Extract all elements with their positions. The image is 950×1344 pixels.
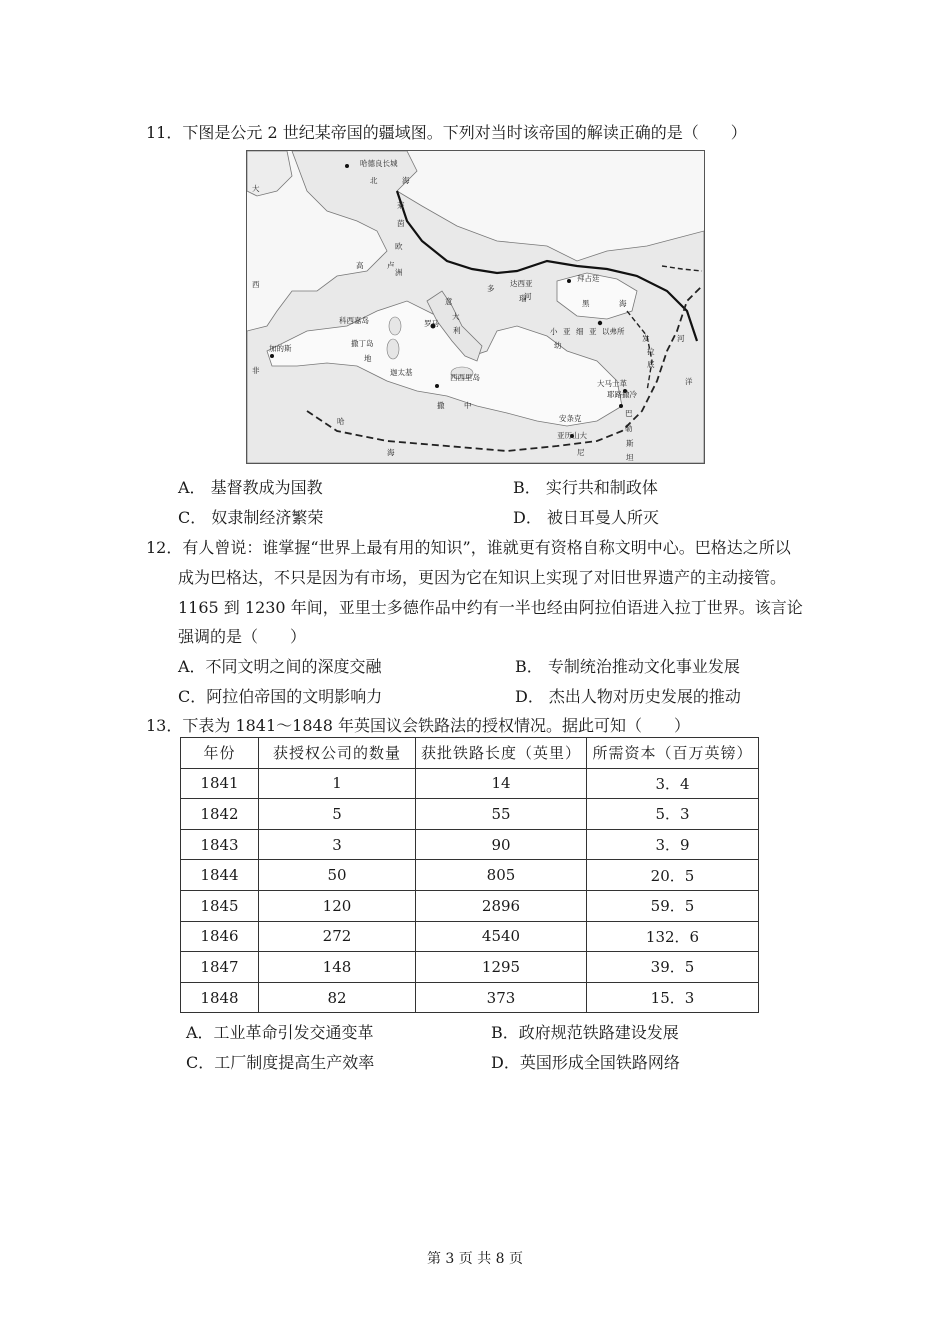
q12-option-b: B． 专制统治推动文化事业发展 xyxy=(515,657,740,676)
cell-capital: 3．4 xyxy=(587,768,759,799)
map-label: 安条克 xyxy=(559,414,582,423)
q11-stem: 11．下图是公元 2 世纪某帝国的疆域图。下列对当时该帝国的解读正确的是（ ） xyxy=(146,123,747,142)
map-label: 黑 xyxy=(582,299,590,308)
cell-companies: 50 xyxy=(259,860,416,891)
map-label: 海 xyxy=(387,448,395,457)
cell-length: 14 xyxy=(416,768,587,799)
map-label: 斯 xyxy=(626,439,634,448)
q13-option-a: A．工业革命引发交通变革 xyxy=(186,1023,374,1042)
cell-year: 1843 xyxy=(181,829,259,860)
header-length: 获批铁路长度（英里） xyxy=(416,738,587,769)
cell-year: 1842 xyxy=(181,799,259,830)
cell-capital: 132．6 xyxy=(587,921,759,952)
q12-stem-line-2: 成为巴格达，不只是因为有市场，更因为它在知识上实现了对旧世界遗产的主动接管。 xyxy=(178,568,787,587)
q11-option-a: A． 基督教成为国教 xyxy=(178,478,323,497)
cell-length: 2896 xyxy=(416,890,587,921)
q13-option-b: B．政府规范铁路建设发展 xyxy=(491,1023,679,1042)
q11-option-d: D． 被日耳曼人所灭 xyxy=(513,508,659,527)
map-label: 达西亚 xyxy=(510,279,533,288)
map-label: 大 xyxy=(252,184,260,193)
map-label: 瑙 xyxy=(519,294,527,303)
table-row xyxy=(181,952,759,983)
map-label: 非 xyxy=(252,366,260,375)
map-label: 北 xyxy=(370,176,378,185)
cell-companies: 148 xyxy=(259,952,416,983)
map-label: 以弗所 xyxy=(602,327,625,336)
map-label: 哈德良长城 xyxy=(360,159,398,168)
cell-capital: 59．5 xyxy=(587,890,759,921)
map-label: 茵 xyxy=(397,219,405,228)
map-label: 小 xyxy=(550,327,558,336)
map-label: 勒 xyxy=(625,424,633,433)
map-label: 大马士革 xyxy=(597,379,627,388)
map-label: 洋 xyxy=(685,377,693,386)
map-label: 海 xyxy=(402,176,410,185)
q13-option-d: D．英国形成全国铁路网络 xyxy=(491,1053,680,1072)
q13-stem: 13．下表为 1841～1848 年英国议会铁路法的授权情况。据此可知（ ） xyxy=(146,716,690,735)
map-label: 河 xyxy=(524,292,532,301)
map-label: 海 xyxy=(619,299,627,308)
cell-companies: 5 xyxy=(259,799,416,830)
q12-stem-line-4: 强调的是（ ） xyxy=(178,627,307,646)
map-label: 亚 xyxy=(589,327,597,336)
map-label: 高 xyxy=(356,261,364,270)
map-label: 科西嘉岛 xyxy=(339,316,369,325)
map-label: 加的斯 xyxy=(269,344,292,353)
cell-year: 1841 xyxy=(181,768,259,799)
cell-year: 1844 xyxy=(181,860,259,891)
table-row xyxy=(181,829,759,860)
header-companies: 获授权公司的数量 xyxy=(259,738,416,769)
map-label: 坦 xyxy=(626,453,634,462)
q13-option-c: C．工厂制度提高生产效率 xyxy=(186,1053,375,1072)
map-label: 欧 xyxy=(395,242,403,251)
map-label: 尼 xyxy=(577,448,585,457)
table-row xyxy=(181,860,759,891)
cell-companies: 272 xyxy=(259,921,416,952)
cell-length: 4540 xyxy=(416,921,587,952)
table-row xyxy=(181,799,759,830)
map-label: 河 xyxy=(677,334,685,343)
map-label: 耶路撒冷 xyxy=(607,390,637,399)
map-label: 撒丁岛 xyxy=(351,339,374,348)
q12-option-d: D． 杰出人物对历史发展的推动 xyxy=(515,687,741,706)
map-label: 地 xyxy=(364,354,372,363)
map-label: 拜占廷 xyxy=(577,274,600,283)
cell-length: 805 xyxy=(416,860,587,891)
q12-stem-line-3: 1165 到 1230 年间，亚里士多德作品中约有一半也经由阿拉伯语进入拉丁世界。该言论 xyxy=(178,598,803,617)
q12-option-a: A．不同文明之间的深度交融 xyxy=(178,657,382,676)
map-label: 幼 xyxy=(554,341,562,350)
map-label: 利 xyxy=(453,326,461,335)
map-label: 西 xyxy=(252,280,260,289)
cell-capital: 5．3 xyxy=(587,799,759,830)
map-label: 大 xyxy=(452,312,460,321)
q12-stem-line-1: 12．有人曾说：谁掌握“世界上最有用的知识”，谁就更有资格自称文明中心。巴格达之所以 xyxy=(146,538,791,557)
q11-option-c: C． 奴隶制经济繁荣 xyxy=(178,508,324,527)
map-label: 亚 xyxy=(563,327,571,336)
map-label: 发 xyxy=(642,334,650,343)
map-label: 哈 xyxy=(337,417,345,426)
cell-companies: 1 xyxy=(259,768,416,799)
map-label: 底 xyxy=(647,360,655,369)
cell-length: 90 xyxy=(416,829,587,860)
map-label: 拉 xyxy=(647,347,655,356)
table-row xyxy=(181,982,759,1013)
cell-year: 1847 xyxy=(181,952,259,983)
cell-companies: 120 xyxy=(259,890,416,921)
cell-length: 55 xyxy=(416,799,587,830)
cell-year: 1845 xyxy=(181,890,259,921)
map-label: 莱 xyxy=(397,201,405,210)
map-label: 西西里岛 xyxy=(450,373,480,382)
cell-capital: 39．5 xyxy=(587,952,759,983)
cell-capital: 20．5 xyxy=(587,860,759,891)
q12-option-c: C．阿拉伯帝国的文明影响力 xyxy=(178,687,383,706)
map-label: 中 xyxy=(464,401,472,410)
cell-capital: 3．9 xyxy=(587,829,759,860)
cell-companies: 82 xyxy=(259,982,416,1013)
map-label: 洲 xyxy=(395,268,403,277)
q11-option-b: B． 实行共和制政体 xyxy=(513,478,658,497)
map-label: 撒 xyxy=(437,401,445,410)
roman-empire-map xyxy=(246,150,705,464)
map-label: 意 xyxy=(445,297,453,306)
header-capital: 所需资本（百万英镑） xyxy=(587,738,759,769)
cell-length: 373 xyxy=(416,982,587,1013)
table-header-row xyxy=(181,738,759,769)
map-label: 卢 xyxy=(387,261,395,270)
table-row xyxy=(181,768,759,799)
map-label: 罗马 xyxy=(424,319,439,328)
header-year: 年份 xyxy=(181,738,259,769)
map-label: 迦太基 xyxy=(390,368,413,377)
page-footer: 第 3 页 共 8 页 xyxy=(426,1251,524,1267)
cell-capital: 15．3 xyxy=(587,982,759,1013)
map-label: 亚历山大 xyxy=(557,431,587,440)
cell-companies: 3 xyxy=(259,829,416,860)
map-label: 多 xyxy=(487,284,495,293)
cell-length: 1295 xyxy=(416,952,587,983)
map-label: 巴 xyxy=(625,409,633,418)
cell-year: 1846 xyxy=(181,921,259,952)
cell-year: 1848 xyxy=(181,982,259,1013)
railway-table xyxy=(180,737,759,1013)
map-label: 细 xyxy=(576,327,584,336)
table-row xyxy=(181,890,759,921)
table-row xyxy=(181,921,759,952)
